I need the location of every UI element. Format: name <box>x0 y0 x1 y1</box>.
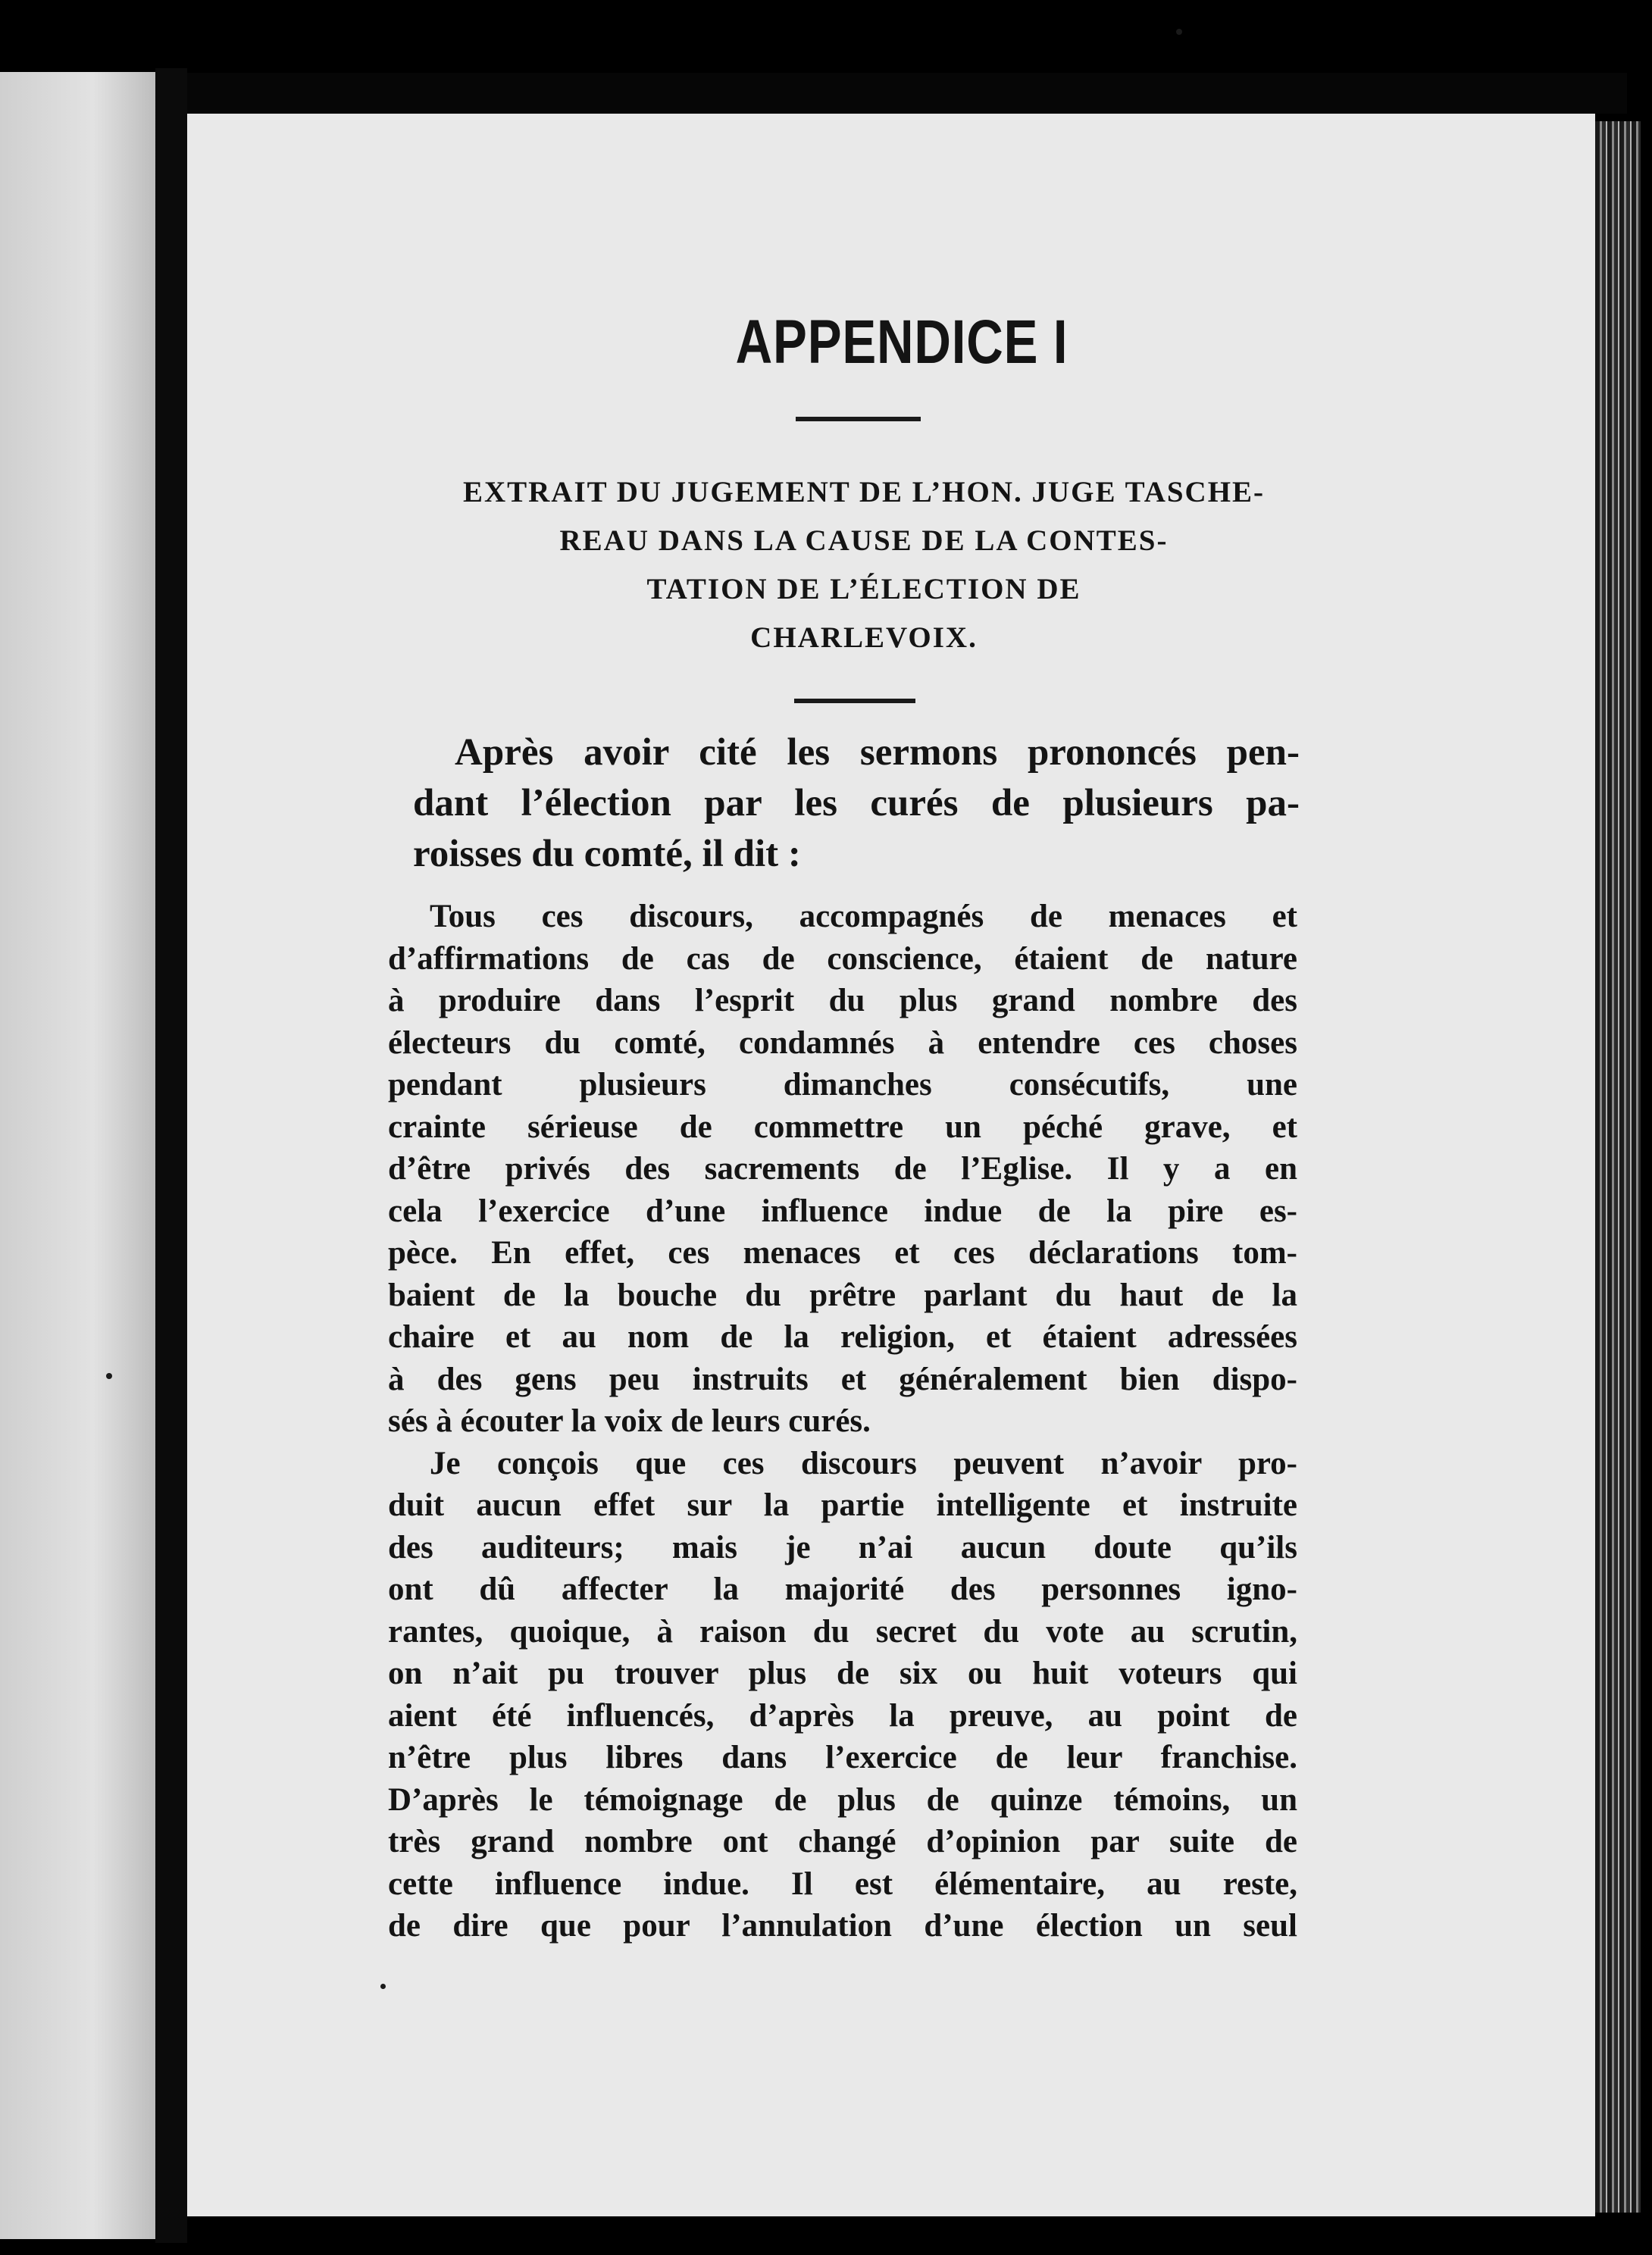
title-rule <box>796 417 921 421</box>
facing-page-edge <box>0 72 155 2239</box>
paragraph-line: d’affirmations de cas de conscience, étaient de nature <box>388 940 1297 977</box>
paragraph-line: cela l’exercice d’une influence indue de la pire es- <box>388 1193 1297 1229</box>
paragraph-line: des auditeurs; mais je n’ai aucun doute qu’ils <box>388 1529 1297 1565</box>
heading-rule <box>794 699 915 703</box>
paragraph-line: duit aucun effet sur la partie intelligente et instruite <box>388 1487 1297 1523</box>
paragraph-line: aient été influencés, d’après la preuve, au point de <box>388 1697 1297 1734</box>
paragraph-line: cette influence indue. Il est élémentaire, au reste, <box>388 1866 1297 1902</box>
heading-line: CHARLEVOIX. <box>750 621 978 654</box>
quoted-judgment <box>388 896 1297 1947</box>
paragraph-line: à produire dans l’esprit du plus grand nombre des <box>388 983 1297 1018</box>
heading-line: REAU DANS LA CAUSE DE LA CONTES- <box>559 524 1169 557</box>
section-heading <box>409 468 1319 662</box>
paragraph-line: ont dû affecter la majorité des personnes igno- <box>388 1572 1297 1607</box>
heading-line: EXTRAIT DU JUGEMENT DE L’HON. JUGE TASCHE- <box>462 476 1266 508</box>
intro-line: roisses du comté, il dit : <box>413 833 801 875</box>
top-shadow <box>187 73 1627 114</box>
heading-line: TATION DE L’ÉLECTION DE <box>646 573 1081 605</box>
paragraph-line: sés à écouter la voix de leurs curés. <box>388 1403 871 1439</box>
paragraph-line: très grand nombre ont changé d’opinion par suite de <box>388 1824 1297 1859</box>
paragraph-line: chaire et au nom de la religion, et étaient adressées <box>388 1319 1297 1355</box>
paragraph-line: pendant plusieurs dimanches consécutifs, une <box>388 1067 1297 1102</box>
paragraph-line: Tous ces discours, accompagnés de menaces et <box>430 899 1297 934</box>
paragraph-line: d’être privés des sacrements de l’Eglise. Il y a en <box>388 1151 1297 1187</box>
paragraph-line: Je conçois que ces discours peuvent n’avoir pro- <box>430 1445 1297 1481</box>
binding-gutter <box>155 68 187 2243</box>
appendix-title: APPENDICE I <box>735 308 1068 377</box>
film-speck <box>1176 29 1182 35</box>
film-speck <box>380 1984 386 1989</box>
intro-paragraph <box>413 727 1300 880</box>
paragraph-line: D’après le témoignage de plus de quinze témoins, un <box>388 1781 1297 1818</box>
paragraph-line: baient de la bouche du prêtre parlant du haut de la <box>388 1277 1297 1313</box>
page-edges <box>1595 121 1641 2213</box>
paragraph-line: électeurs du comté, condamnés à entendre ces choses <box>388 1024 1297 1061</box>
paragraph-line: à des gens peu instruits et généralement bien dispo- <box>388 1361 1297 1397</box>
intro-line: Après avoir cité les sermons prononcés pen- <box>455 731 1300 774</box>
intro-line: dant l’élection par les curés de plusieurs pa- <box>413 782 1300 824</box>
film-speck <box>106 1373 112 1379</box>
paragraph-line: de dire que pour l’annulation d’une élection un seul <box>388 1908 1297 1944</box>
paragraph-line: rantes, quoique, à raison du secret du vote au scrutin, <box>388 1613 1297 1650</box>
paragraph-line: n’être plus libres dans l’exercice de leur franchise. <box>388 1740 1297 1775</box>
paragraph-line: crainte sérieuse de commettre un péché grave, et <box>388 1109 1297 1145</box>
paragraph-line: pèce. En effet, ces menaces et ces déclarations tom- <box>388 1235 1297 1271</box>
paragraph-line: on n’ait pu trouver plus de six ou huit voteurs qui <box>388 1656 1297 1691</box>
